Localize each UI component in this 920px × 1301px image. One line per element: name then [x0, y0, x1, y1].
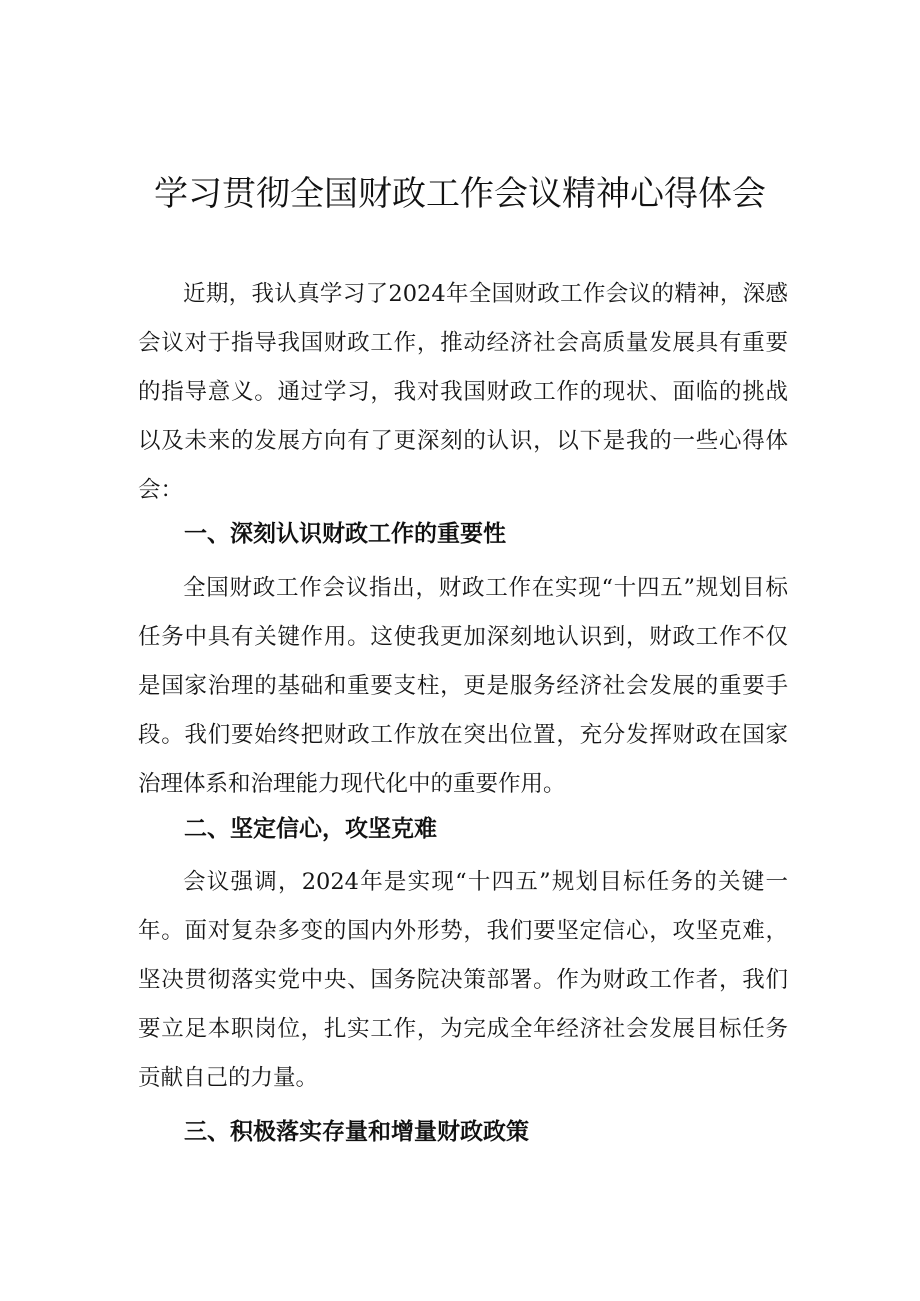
- section-paragraph-2: 会议强调，2024年是实现“十四五”规划目标任务的关键一年。面对复杂多变的国内外形势，我们要坚定信心，攻坚克难，坚决贯彻落实党中央、国务院决策部署。作为财政工作者，我们要立足本职岗位，扎实工作，为完成全年经济社会发展目标任务贡献自己的力量。: [138, 869, 788, 1091]
- document-title: 学习贯彻全国财政工作会议精神心得体会: [154, 174, 766, 214]
- section-heading-1: 一、深刻认识财政工作的重要性: [184, 521, 506, 547]
- intro-paragraph: 近期，我认真学习了2024年全国财政工作会议的精神，深感会议对于指导我国财政工作，推动经济社会高质量发展具有重要的指导意义。通过学习，我对我国财政工作的现状、面临的挑战以及未来的发展方向有了更深刻的认识，以下是我的一些心得体会：: [138, 281, 788, 503]
- section-heading-2: 二、坚定信心，攻坚克难: [184, 816, 437, 842]
- section-paragraph-1: 全国财政工作会议指出，财政工作在实现“十四五”规划目标任务中具有关键作用。这使我更加深刻地认识到，财政工作不仅是国家治理的基础和重要支柱，更是服务经济社会发展的重要手段。我们要始终把财政工作放在突出位置，充分发挥财政在国家治理体系和治理能力现代化中的重要作用。: [138, 575, 788, 797]
- section-heading-3: 三、积极落实存量和增量财政政策: [184, 1119, 529, 1145]
